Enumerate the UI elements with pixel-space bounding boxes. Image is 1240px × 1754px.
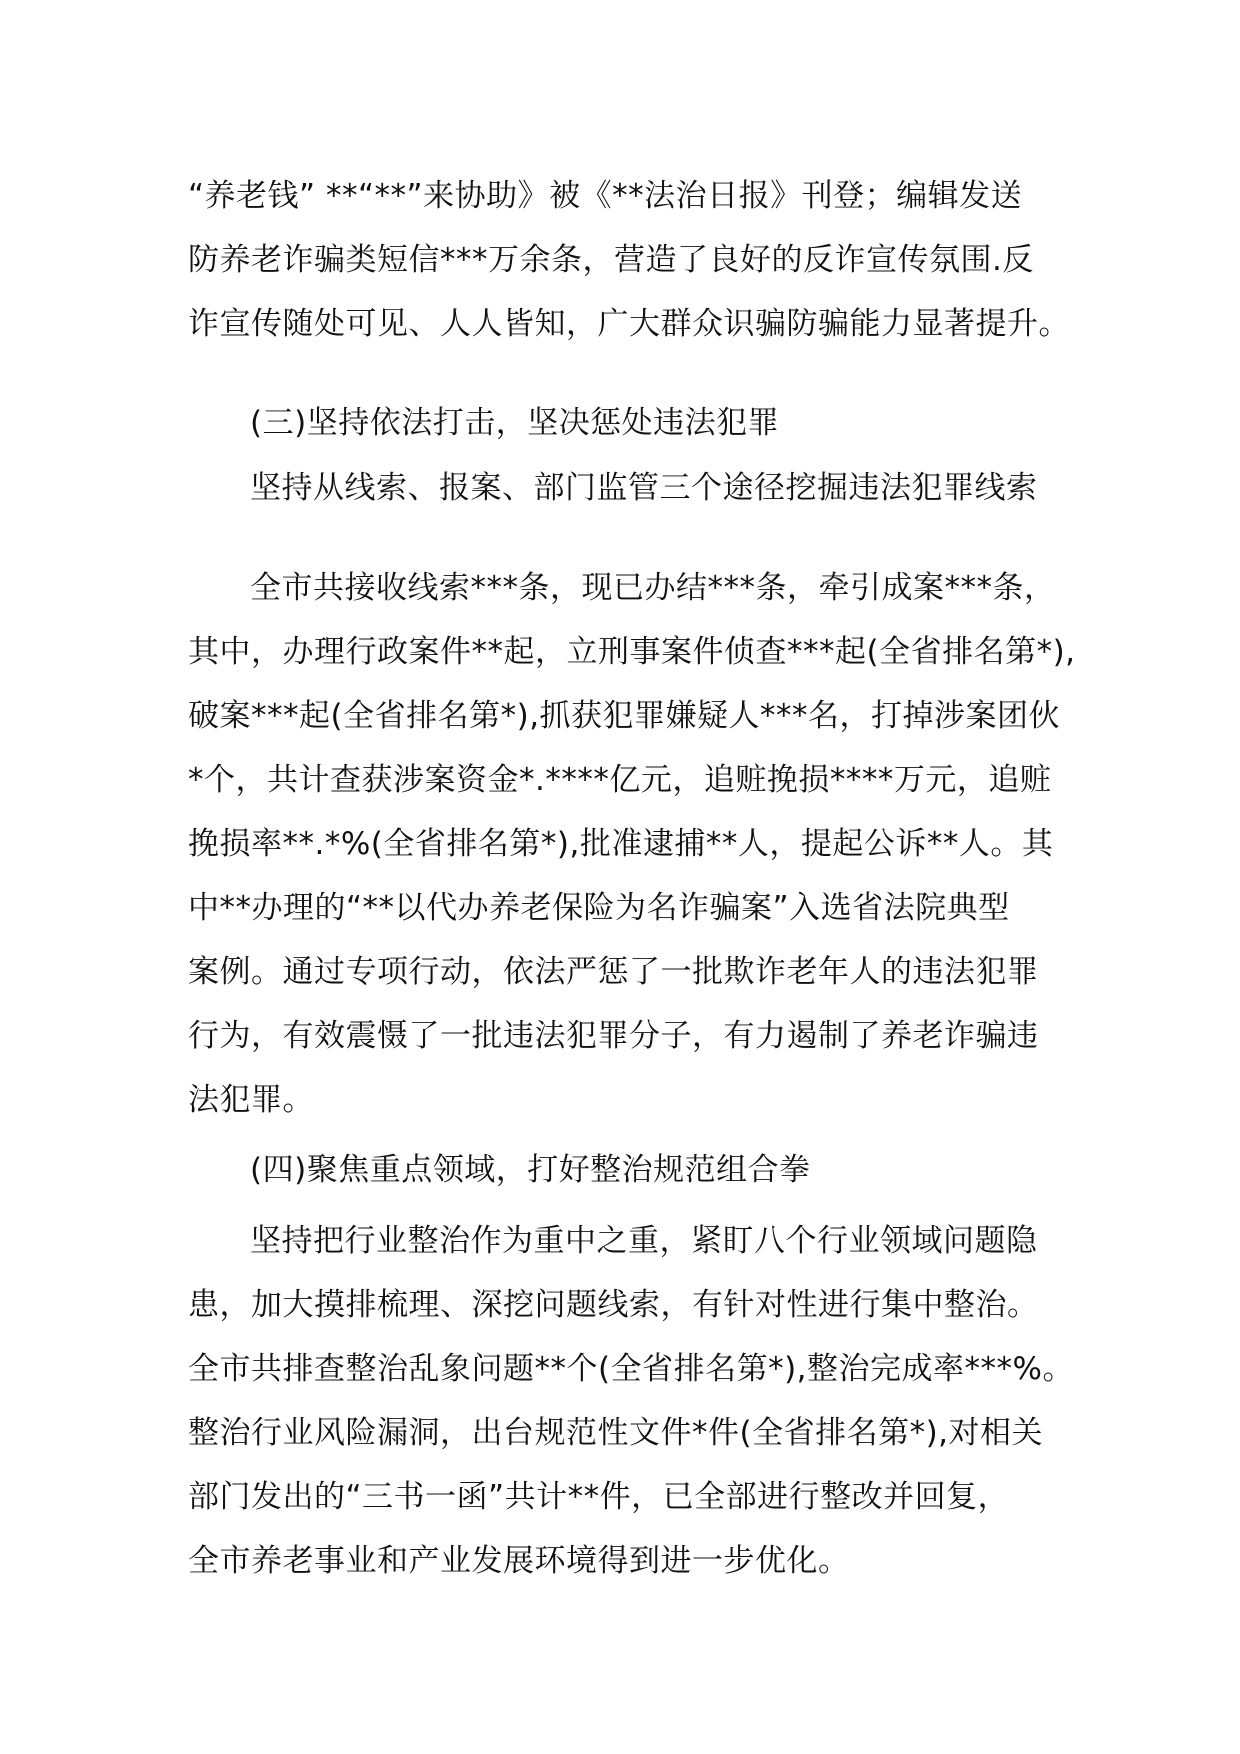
paragraph-3-line-8: 行为，有效震慑了一批违法犯罪分子，有力遏制了养老诈骗违 [188,1018,1039,1054]
paragraph-4-line-6: 全市养老事业和产业发展环境得到进一步优化。 [188,1543,850,1579]
paragraph-4-line-3: 全市共排查整治乱象问题**个(全省排名第*),整治完成率***%。 [188,1351,1074,1387]
paragraph-3-line-9: 法犯罪。 [188,1082,314,1118]
paragraph-3-line-6: 中**办理的“**以代办养老保险为名诈骗案”入选省法院典型 [188,890,1010,926]
paragraph-3-line-3: 破案***起(全省排名第*),抓获犯罪嫌疑人***名，打掉涉案团伙 [188,698,1061,734]
section-heading-4: (四)聚焦重点领域，打好整治规范组合拳 [250,1152,811,1188]
paragraph-3-line-2: 其中，办理行政案件**起，立刑事案件侦查***起(全省排名第*), [188,634,1076,670]
paragraph-3-line-4: *个，共计查获涉案资金*.****亿元，追赃挽损****万元，追赃 [188,762,1052,798]
paragraph-3-line-5: 挽损率**.*%(全省排名第*),批准逮捕**人，提起公诉**人。其 [188,826,1054,862]
paragraph-4-line-5: 部门发出的“三书一函”共计**件，已全部进行整改并回复， [188,1479,1010,1515]
paragraph-4-line-2: 患，加大摸排梳理、深挖问题线索，有针对性进行集中整治。 [188,1287,1039,1323]
paragraph-3-line-7: 案例。通过专项行动，依法严惩了一批欺诈老年人的违法犯罪 [188,954,1039,990]
paragraph-4-line-1: 坚持把行业整治作为重中之重，紧盯八个行业领域问题隐 [250,1223,1038,1259]
paragraph-1-line-2: 防养老诈骗类短信***万余条，营造了良好的反诈宣传氛围.反 [188,242,1034,278]
section-heading-3: (三)坚持依法打击，坚决惩处违法犯罪 [250,405,780,441]
paragraph-3-line-1: 全市共接收线索***条，现已办结***条，牵引成案***条， [250,570,1056,606]
paragraph-4-line-4: 整治行业风险漏洞，出台规范性文件*件(全省排名第*),对相关 [188,1415,1044,1451]
paragraph-1-line-1: “养老钱” **“**”来协助》被《**法治日报》刊登；编辑发送 [188,178,1023,214]
paragraph-1-line-3: 诈宣传随处可见、人人皆知，广大群众识骗防骗能力显著提升。 [188,306,1070,342]
paragraph-2-line-1: 坚持从线索、报案、部门监管三个途径挖掘违法犯罪线索 [250,470,1038,506]
